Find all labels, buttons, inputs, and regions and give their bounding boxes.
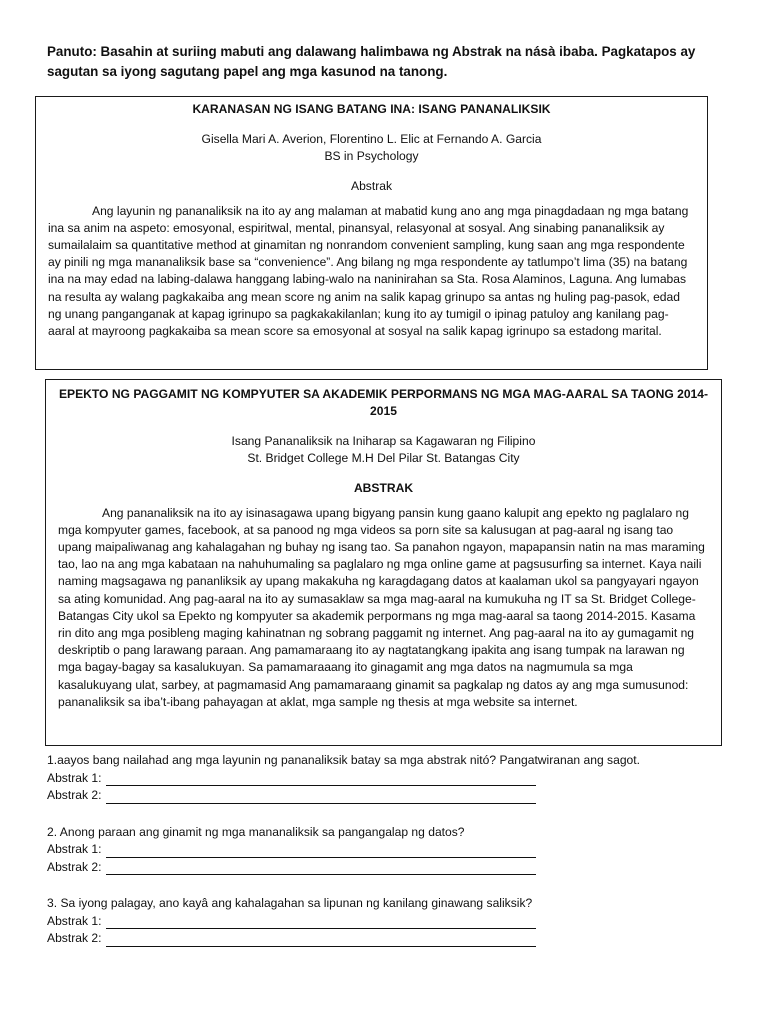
answer-blank-line[interactable] — [106, 933, 536, 947]
abstract-1-authors: Gisella Mari A. Averion, Florentino L. Elic at Fernando A. Garcia — [201, 132, 542, 146]
question-1-text: 1.aayos bang nailahad ang mga layunin ng pananaliksik batay sa mga abstrak nitó? Pangatwiranan ang sagot. — [47, 753, 641, 767]
answer-label: Abstrak 1: — [47, 842, 102, 856]
abstract-1-body — [48, 203, 695, 341]
question-1 — [47, 752, 737, 805]
answer-label: Abstrak 1: — [47, 770, 102, 785]
question-3-answer-2[interactable] — [47, 930, 737, 948]
abstract-1-title: KARANASAN NG ISANG BATANG INA: ISANG PANANALIKSIK — [192, 102, 551, 116]
question-1-answer-1[interactable] — [47, 770, 737, 788]
question-3-text: 3. Sa iyong palagay, ano kayâ ang kahalagahan sa lipunan ng kanilang ginawang saliksik? — [47, 896, 533, 910]
question-3-answer-1[interactable] — [47, 913, 737, 931]
question-2-text: 2. Anong paraan ang ginamit ng mga mananaliksik sa pangangalap ng datos? — [47, 824, 465, 839]
answer-blank-line[interactable] — [106, 772, 536, 786]
abstract-1-body-text: Ang layunin ng pananaliksik na ito ay ang malaman at mabatid kung ano ang mga pinagdadaan ng mga batang ina sa anim na aspeto: emosyonal, espiritwal, mental, pinansyal, relasyonal at sosyal. Ang sinabing pananaliksik ay sumailalaim sa quantitative method at ginamitan ng nonrandom convenient sampling, kung saan ang mga respondente ay pinili ng mga mananaliksik base sa “convenience”. Ang bilang ng mga respondente ay tatlumpo’t lima (35) na batang ina na may edad na labing-dalawa hanggang labing-walo na naninirahan sa Sta. Rosa Alaminos, Laguna. Ang lumabas na resulta ay walang pagkakaiba ang mean score ng anim na salik kapag grinupo sa antas ng huling pag-pasok, edad ng unang panganganak at kapag igrinupo sa pagkakakilanlan; kung ito ay tumigil o ipinag patuloy ang kanilang pag-aaral at mayroong pagkakaiba sa mean score sa emosyonal at sosyal na salik kapag igrinupo sa estadong marital. — [48, 203, 689, 339]
answer-blank-line[interactable] — [106, 790, 536, 804]
answer-label: Abstrak 2: — [47, 859, 102, 874]
abstract-2-institution: St. Bridget College M.H Del Pilar St. Batangas City — [247, 451, 520, 466]
abstract-2-title: EPEKTO NG PAGGAMIT NG KOMPYUTER SA AKADEMIK PERPORMANS NG MGA MAG-AARAL SA TAONG 2014-2015 — [58, 387, 709, 418]
answer-label: Abstrak 2: — [47, 788, 102, 802]
answer-label: Abstrak 2: — [47, 931, 102, 945]
instructions-text: Panuto: Basahin at suriing mabuti ang dalawang halimbawa ng Abstrak na násà ibaba. Pagkatapos ay sagutan sa iyong sagutang papel ang mga kasunod na tanong. — [47, 44, 696, 79]
question-2 — [47, 824, 737, 877]
question-2-answer-2[interactable] — [47, 859, 737, 877]
abstract-1-heading: Abstrak — [351, 179, 392, 194]
abstract-1-program: BS in Psychology — [324, 149, 419, 164]
abstract-2-heading: ABSTRAK — [353, 481, 414, 496]
question-2-answer-1[interactable] — [47, 841, 737, 859]
abstract-2-subtitle: Isang Pananaliksik na Iniharap sa Kagawaran ng Filipino — [231, 434, 536, 448]
abstract-1-box — [35, 96, 708, 370]
answer-label: Abstrak 1: — [47, 913, 102, 928]
abstract-2-body — [58, 505, 709, 711]
abstract-2-box — [45, 379, 722, 746]
answer-blank-line[interactable] — [106, 915, 536, 929]
question-3 — [47, 895, 737, 948]
answer-blank-line[interactable] — [106, 861, 536, 875]
answer-blank-line[interactable] — [106, 844, 536, 858]
question-1-answer-2[interactable] — [47, 787, 737, 805]
abstract-2-body-text: Ang pananaliksik na ito ay isinasagawa upang bigyang pansin kung gaano kalupit ang epekto ng paglalaro ng mga kompyuter games, facebook, at sa panood ng mga videos sa porn site sa kalusugan at pag-aaral ng isang tao upang maipaliwanag ang kahalagahan ng buhay ng isang tao. Sa panahon ngayon, mapapansin natin na mas maraming tao, lao na ang mga kabataan na nahuhumaling sa paglalaro ng mga online game at pagsusurfing sa internet. Kaya naili naming magsagawa ng pananliksik ay upang makakuha ng karagdagang datos at kaalaman ukol sa pangyayari ngayon sa ating komunidad. Ang pag-aaral na ito ay sumasaklaw sa mga mag-aaral na kumukuha ng IT sa St. Bridget College- Batangas City ukol sa Epekto ng kompyuter sa akademik perpormans ng mga mag-aaral sa taong 2014-2015. Kasama rin dito ang mga posibleng maging kahinatnan ng sobrang paggamit ng internet. Ang pag-aaral na ito ay gumagamit ng deskriptib o pang larawang paraan. Ang pamamaraang ito ay nagtatangkang ipakita ang isang tumpak na larawan ng mga bagay-bagay sa kasalukuyan. Sa pamamaraaang ito ginagamit ang mga datos na nagmumula sa mga kasalukuyang ulat, sarbey, at pagmamasid Ang pamamaraang ginamit sa pagkalap ng datos ay ang mga sumusunod: pananaliksik sa iba’t-ibang pahayagan at aklat, mga sample ng thesis at mga website sa internet. — [58, 505, 705, 709]
questions-section — [47, 752, 737, 967]
